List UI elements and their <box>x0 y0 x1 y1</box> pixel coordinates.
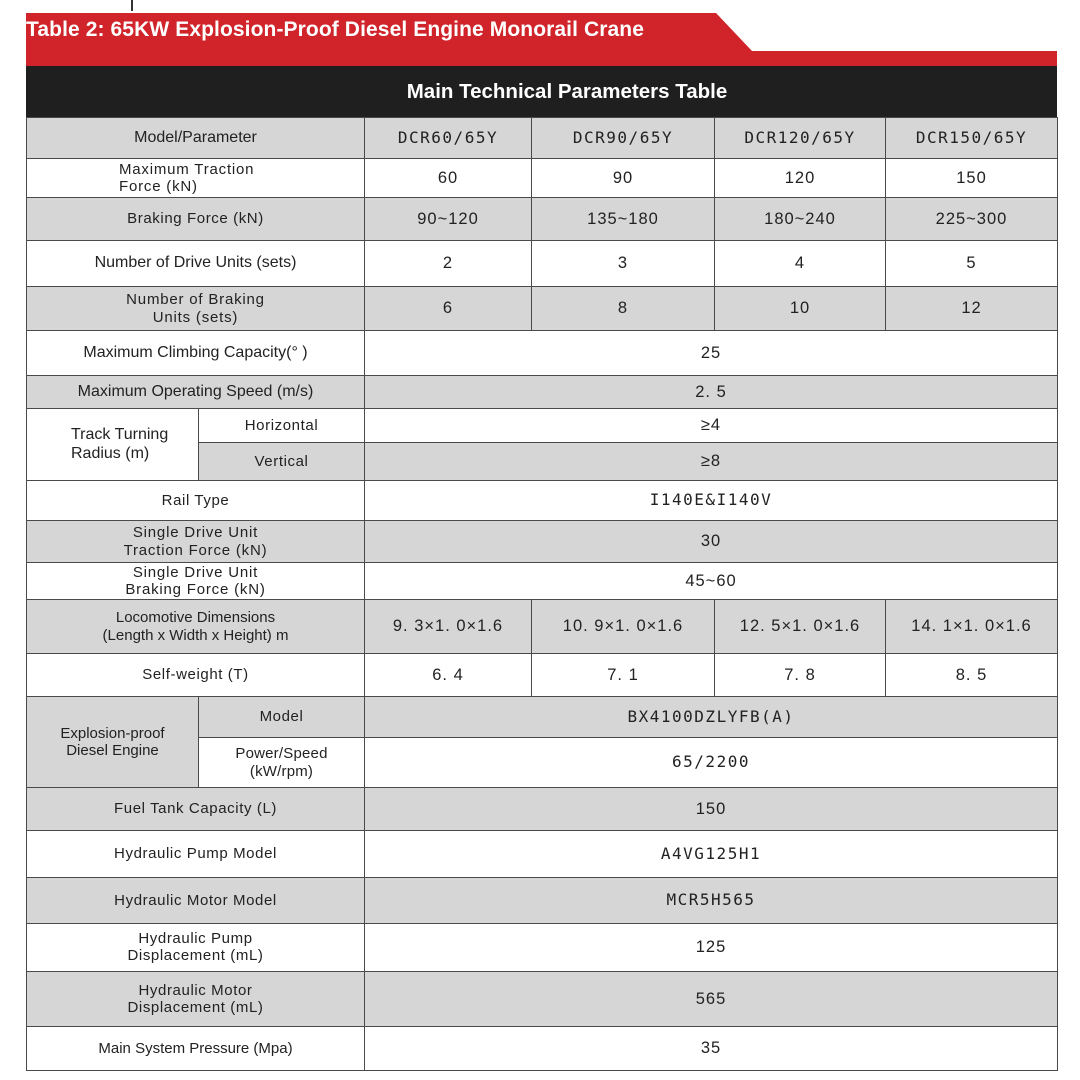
cell-value: 10. 9×1. 0×1.6 <box>532 600 715 654</box>
table-row <box>27 118 1058 159</box>
row-label: Single Drive Unit Traction Force (kN) <box>27 521 365 563</box>
row-label: Number of Braking Units (sets) <box>27 287 365 331</box>
cell-value: 120 <box>715 159 886 198</box>
row-label: Track Turning Radius (m) <box>27 409 199 481</box>
table-row <box>27 198 1058 241</box>
table-row <box>27 788 1058 831</box>
table-row <box>27 287 1058 331</box>
table-row <box>27 241 1058 287</box>
table-row <box>27 1027 1058 1071</box>
cell-value: 2 <box>365 241 532 287</box>
cell-value: 225~300 <box>886 198 1058 241</box>
row-label: Explosion-proof Diesel Engine <box>27 697 199 788</box>
cell-value: 9. 3×1. 0×1.6 <box>365 600 532 654</box>
row-label: Locomotive Dimensions (Length x Width x Height) m <box>27 600 365 654</box>
cell-value: 12 <box>886 287 1058 331</box>
cell-value: 30 <box>365 521 1058 563</box>
cell-value: 565 <box>365 972 1058 1027</box>
cell-value: 90~120 <box>365 198 532 241</box>
table-title-bar <box>26 66 1057 117</box>
table-row <box>27 331 1058 376</box>
cell-value: 10 <box>715 287 886 331</box>
cell-value: 12. 5×1. 0×1.6 <box>715 600 886 654</box>
top-tick-mark <box>131 0 133 11</box>
table-row <box>27 654 1058 697</box>
table-row <box>27 376 1058 409</box>
table-row <box>27 924 1058 972</box>
table-row <box>27 831 1058 878</box>
cell-value: 4 <box>715 241 886 287</box>
sub-label: Horizontal <box>199 409 365 443</box>
table-row <box>27 878 1058 924</box>
cell-value: 6. 4 <box>365 654 532 697</box>
row-label: Hydraulic Pump Displacement (mL) <box>27 924 365 972</box>
row-label: Hydraulic Motor Displacement (mL) <box>27 972 365 1027</box>
cell-value: A4VG125H1 <box>365 831 1058 878</box>
cell-value: ≥4 <box>365 409 1058 443</box>
parameters-table <box>26 117 1058 1071</box>
model-header: DCR150/65Y <box>886 118 1058 159</box>
table-row <box>27 563 1058 600</box>
cell-value: 5 <box>886 241 1058 287</box>
row-label: Fuel Tank Capacity (L) <box>27 788 365 831</box>
row-label: Braking Force (kN) <box>27 198 365 241</box>
row-label: Main System Pressure (Mpa) <box>27 1027 365 1071</box>
cell-value: 14. 1×1. 0×1.6 <box>886 600 1058 654</box>
cell-value: BX4100DZLYFB(A) <box>365 697 1058 738</box>
sub-label: Model <box>199 697 365 738</box>
row-label: Maximum Traction Force (kN) <box>27 159 365 198</box>
table-row <box>27 521 1058 563</box>
row-label: Single Drive Unit Braking Force (kN) <box>27 563 365 600</box>
model-header: DCR90/65Y <box>532 118 715 159</box>
cell-value: I140E&I140V <box>365 481 1058 521</box>
cell-value: 150 <box>365 788 1058 831</box>
cell-value: 180~240 <box>715 198 886 241</box>
row-label: Maximum Operating Speed (m/s) <box>27 376 365 409</box>
row-label: Number of Drive Units (sets) <box>27 241 365 287</box>
cell-value: ≥8 <box>365 443 1058 481</box>
table-row <box>27 481 1058 521</box>
model-header: DCR60/65Y <box>365 118 532 159</box>
cell-value: 35 <box>365 1027 1058 1071</box>
row-label: Rail Type <box>27 481 365 521</box>
header-label: Model/Parameter <box>27 118 365 159</box>
row-label: Hydraulic Pump Model <box>27 831 365 878</box>
sub-label: Power/Speed (kW/rpm) <box>199 738 365 788</box>
table-title: Main Technical Parameters Table <box>406 79 728 103</box>
cell-value: 2. 5 <box>365 376 1058 409</box>
table-row <box>27 600 1058 654</box>
cell-value: 6 <box>365 287 532 331</box>
row-label: Maximum Climbing Capacity(° ) <box>27 331 365 376</box>
cell-value: 45~60 <box>365 563 1058 600</box>
row-label: Hydraulic Motor Model <box>27 878 365 924</box>
cell-value: 135~180 <box>532 198 715 241</box>
cell-value: 65/2200 <box>365 738 1058 788</box>
cell-value: 3 <box>532 241 715 287</box>
banner-title: Table 2: 65KW Explosion-Proof Diesel Engine Monorail Crane <box>26 18 645 41</box>
cell-value: 25 <box>365 331 1058 376</box>
cell-value: 60 <box>365 159 532 198</box>
table-row <box>27 697 1058 738</box>
sub-label: Vertical <box>199 443 365 481</box>
cell-value: 8 <box>532 287 715 331</box>
table-row <box>27 409 1058 443</box>
cell-value: 150 <box>886 159 1058 198</box>
cell-value: 7. 8 <box>715 654 886 697</box>
table-row <box>27 972 1058 1027</box>
model-header: DCR120/65Y <box>715 118 886 159</box>
table-row <box>27 159 1058 198</box>
cell-value: 90 <box>532 159 715 198</box>
cell-value: 7. 1 <box>532 654 715 697</box>
cell-value: 125 <box>365 924 1058 972</box>
cell-value: 8. 5 <box>886 654 1058 697</box>
row-label: Self-weight (T) <box>27 654 365 697</box>
cell-value: MCR5H565 <box>365 878 1058 924</box>
